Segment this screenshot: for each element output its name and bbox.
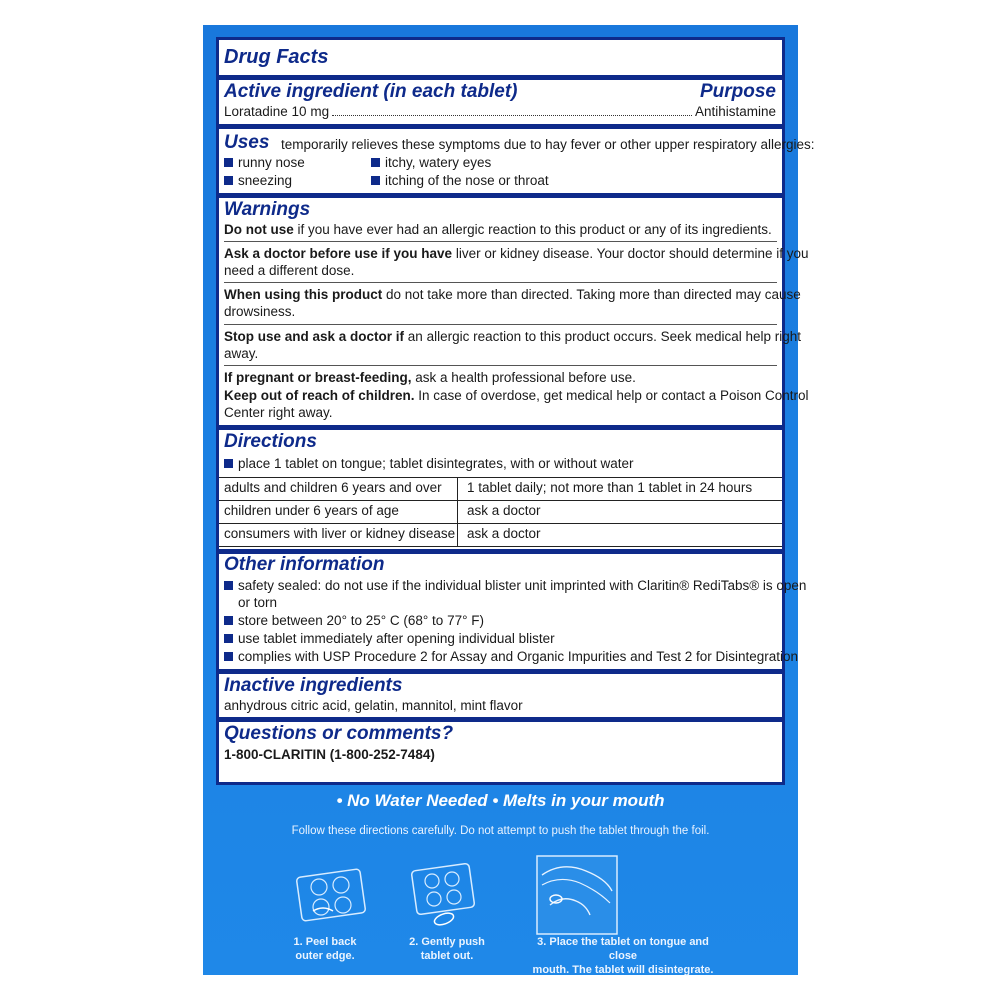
warning-ask-doctor: [224, 245, 809, 262]
warning-keep-out-cont: Center right away.: [224, 405, 333, 420]
table-cell-who: adults and children 6 years and over: [224, 480, 442, 495]
divider: [219, 425, 782, 430]
divider: [219, 717, 782, 722]
table-cell-dose: ask a doctor: [467, 526, 541, 541]
step-1: [265, 935, 385, 963]
bullet-icon: [371, 176, 380, 185]
other-info-item: [224, 577, 807, 594]
warning-stop-use-cont: away.: [224, 346, 259, 361]
questions-phone: 1-800-CLARITIN (1-800-252-7484): [224, 747, 435, 762]
table-row: [219, 500, 782, 523]
warning-text: In case of overdose, get medical help or contact a Poison Control: [414, 388, 809, 403]
directions-intro: [224, 455, 776, 472]
ingredient-name: Loratadine 10 mg: [224, 104, 330, 119]
thin-divider: [224, 324, 777, 325]
thin-divider: [224, 241, 777, 242]
other-info-heading: Other information: [224, 554, 385, 575]
uses-item: [224, 172, 364, 189]
uses-item-text: itchy, watery eyes: [385, 155, 492, 170]
uses-intro: temporarily relieves these symptoms due to hay fever or other upper respiratory allergies:: [281, 137, 815, 152]
warning-label: When using this product: [224, 287, 383, 302]
step-1-line: outer edge.: [295, 950, 355, 962]
drug-facts-panel: [216, 37, 815, 785]
step-3: [523, 935, 723, 977]
warning-when-using-cont: drowsiness.: [224, 304, 296, 319]
warning-keep-out: [224, 387, 809, 404]
divider: [219, 124, 782, 129]
blister-peel-icon: [291, 863, 371, 925]
warnings-heading: Warnings: [224, 199, 311, 220]
table-cell-who: children under 6 years of age: [224, 503, 399, 518]
active-ingredient-line: [224, 103, 776, 120]
warning-pregnant: [224, 369, 776, 386]
uses-item-text: runny nose: [238, 155, 305, 170]
questions-heading: Questions or comments?: [224, 723, 454, 744]
warning-text: if you have ever had an allergic reaction to this product or any of its ingredients.: [293, 222, 772, 237]
divider: [219, 193, 782, 198]
bullet-icon: [224, 652, 233, 661]
uses-item: [371, 154, 776, 171]
dot-leader: [332, 103, 692, 116]
step-3-line: 3. Place the tablet on tongue and close: [537, 936, 709, 962]
divider: [219, 75, 782, 80]
step-2-line: tablet out.: [420, 950, 474, 962]
foil-instructions: Follow these directions carefully. Do not attempt to push the tablet through the foil.: [291, 825, 710, 837]
warning-when-using: [224, 286, 801, 303]
place-on-tongue-icon: [536, 855, 618, 935]
step-3-line: mouth. The tablet will disintegrate.: [532, 964, 714, 976]
warning-do-not-use: [224, 221, 776, 238]
active-ingredient-heading: Active ingredient (in each tablet): [224, 81, 518, 102]
warning-label: Ask a doctor before use if you have: [224, 246, 453, 261]
uses-heading: Uses: [224, 132, 270, 153]
other-info-text: store between 20° to 25° C (68° to 77° F): [238, 613, 484, 628]
inactive-ingredients-text: anhydrous citric acid, gelatin, mannitol, mint flavor: [224, 698, 523, 713]
other-info-item: [224, 612, 776, 629]
package-back: [203, 25, 815, 976]
other-info-text: safety sealed: do not use if the individual blister unit imprinted with Claritin® RediTabs® is open: [238, 578, 807, 593]
uses-item-text: itching of the nose or throat: [385, 173, 549, 188]
warning-text: ask a health professional before use.: [411, 370, 636, 385]
purpose-heading: Purpose: [699, 81, 776, 102]
warning-text: liver or kidney disease. Your doctor should determine if you: [452, 246, 809, 261]
table-cell-dose: ask a doctor: [467, 503, 541, 518]
other-info-item: [224, 630, 776, 647]
table-cell-who: consumers with liver or kidney disease: [224, 526, 456, 541]
table-row: [219, 477, 782, 500]
bullet-icon: [224, 634, 233, 643]
warning-label: Stop use and ask a doctor if: [224, 329, 405, 344]
directions-table: [219, 477, 782, 547]
uses-item-text: sneezing: [238, 173, 293, 188]
bullet-icon: [224, 176, 233, 185]
bullet-icon: [371, 158, 380, 167]
other-info-text: complies with USP Procedure 2 for Assay and Organic Impurities and Test 2 for Disintegration: [238, 649, 799, 664]
drug-facts-title: Drug Facts: [224, 46, 329, 68]
step-2-line: 2. Gently push: [409, 936, 485, 948]
thin-divider: [224, 282, 777, 283]
uses-item: [224, 154, 364, 171]
other-info-item-cont: or torn: [238, 595, 278, 610]
warning-stop-use: [224, 328, 801, 345]
uses-item: [371, 172, 776, 189]
directions-heading: Directions: [224, 431, 317, 452]
warning-text: an allergic reaction to this product occurs. Seek medical help right: [404, 329, 801, 344]
bullet-icon: [224, 581, 233, 590]
push-tablet-icon: [408, 861, 480, 931]
step-2: [387, 935, 507, 963]
inactive-ingredients-heading: Inactive ingredients: [224, 675, 403, 696]
step-1-line: 1. Peel back: [293, 936, 357, 948]
table-row: [219, 523, 782, 546]
ingredient-purpose: Antihistamine: [694, 104, 776, 119]
warning-ask-doctor-cont: need a different dose.: [224, 263, 355, 278]
bullet-icon: [224, 616, 233, 625]
divider: [219, 669, 782, 674]
warning-label: Keep out of reach of children.: [224, 388, 415, 403]
table-cell-dose: 1 tablet daily; not more than 1 tablet in 24 hours: [467, 480, 753, 495]
warning-text: do not take more than directed. Taking more than directed may cause: [382, 287, 801, 302]
directions-intro-text: place 1 tablet on tongue; tablet disintegrates, with or without water: [238, 456, 634, 471]
other-info-item: [224, 648, 799, 665]
bullet-icon: [224, 158, 233, 167]
warning-label: Do not use: [224, 222, 294, 237]
warning-label: If pregnant or breast-feeding,: [224, 370, 412, 385]
other-info-text: use tablet immediately after opening individual blister: [238, 631, 555, 646]
tagline: • No Water Needed • Melts in your mouth: [336, 791, 665, 810]
thin-divider: [224, 365, 777, 366]
bullet-icon: [224, 459, 233, 468]
